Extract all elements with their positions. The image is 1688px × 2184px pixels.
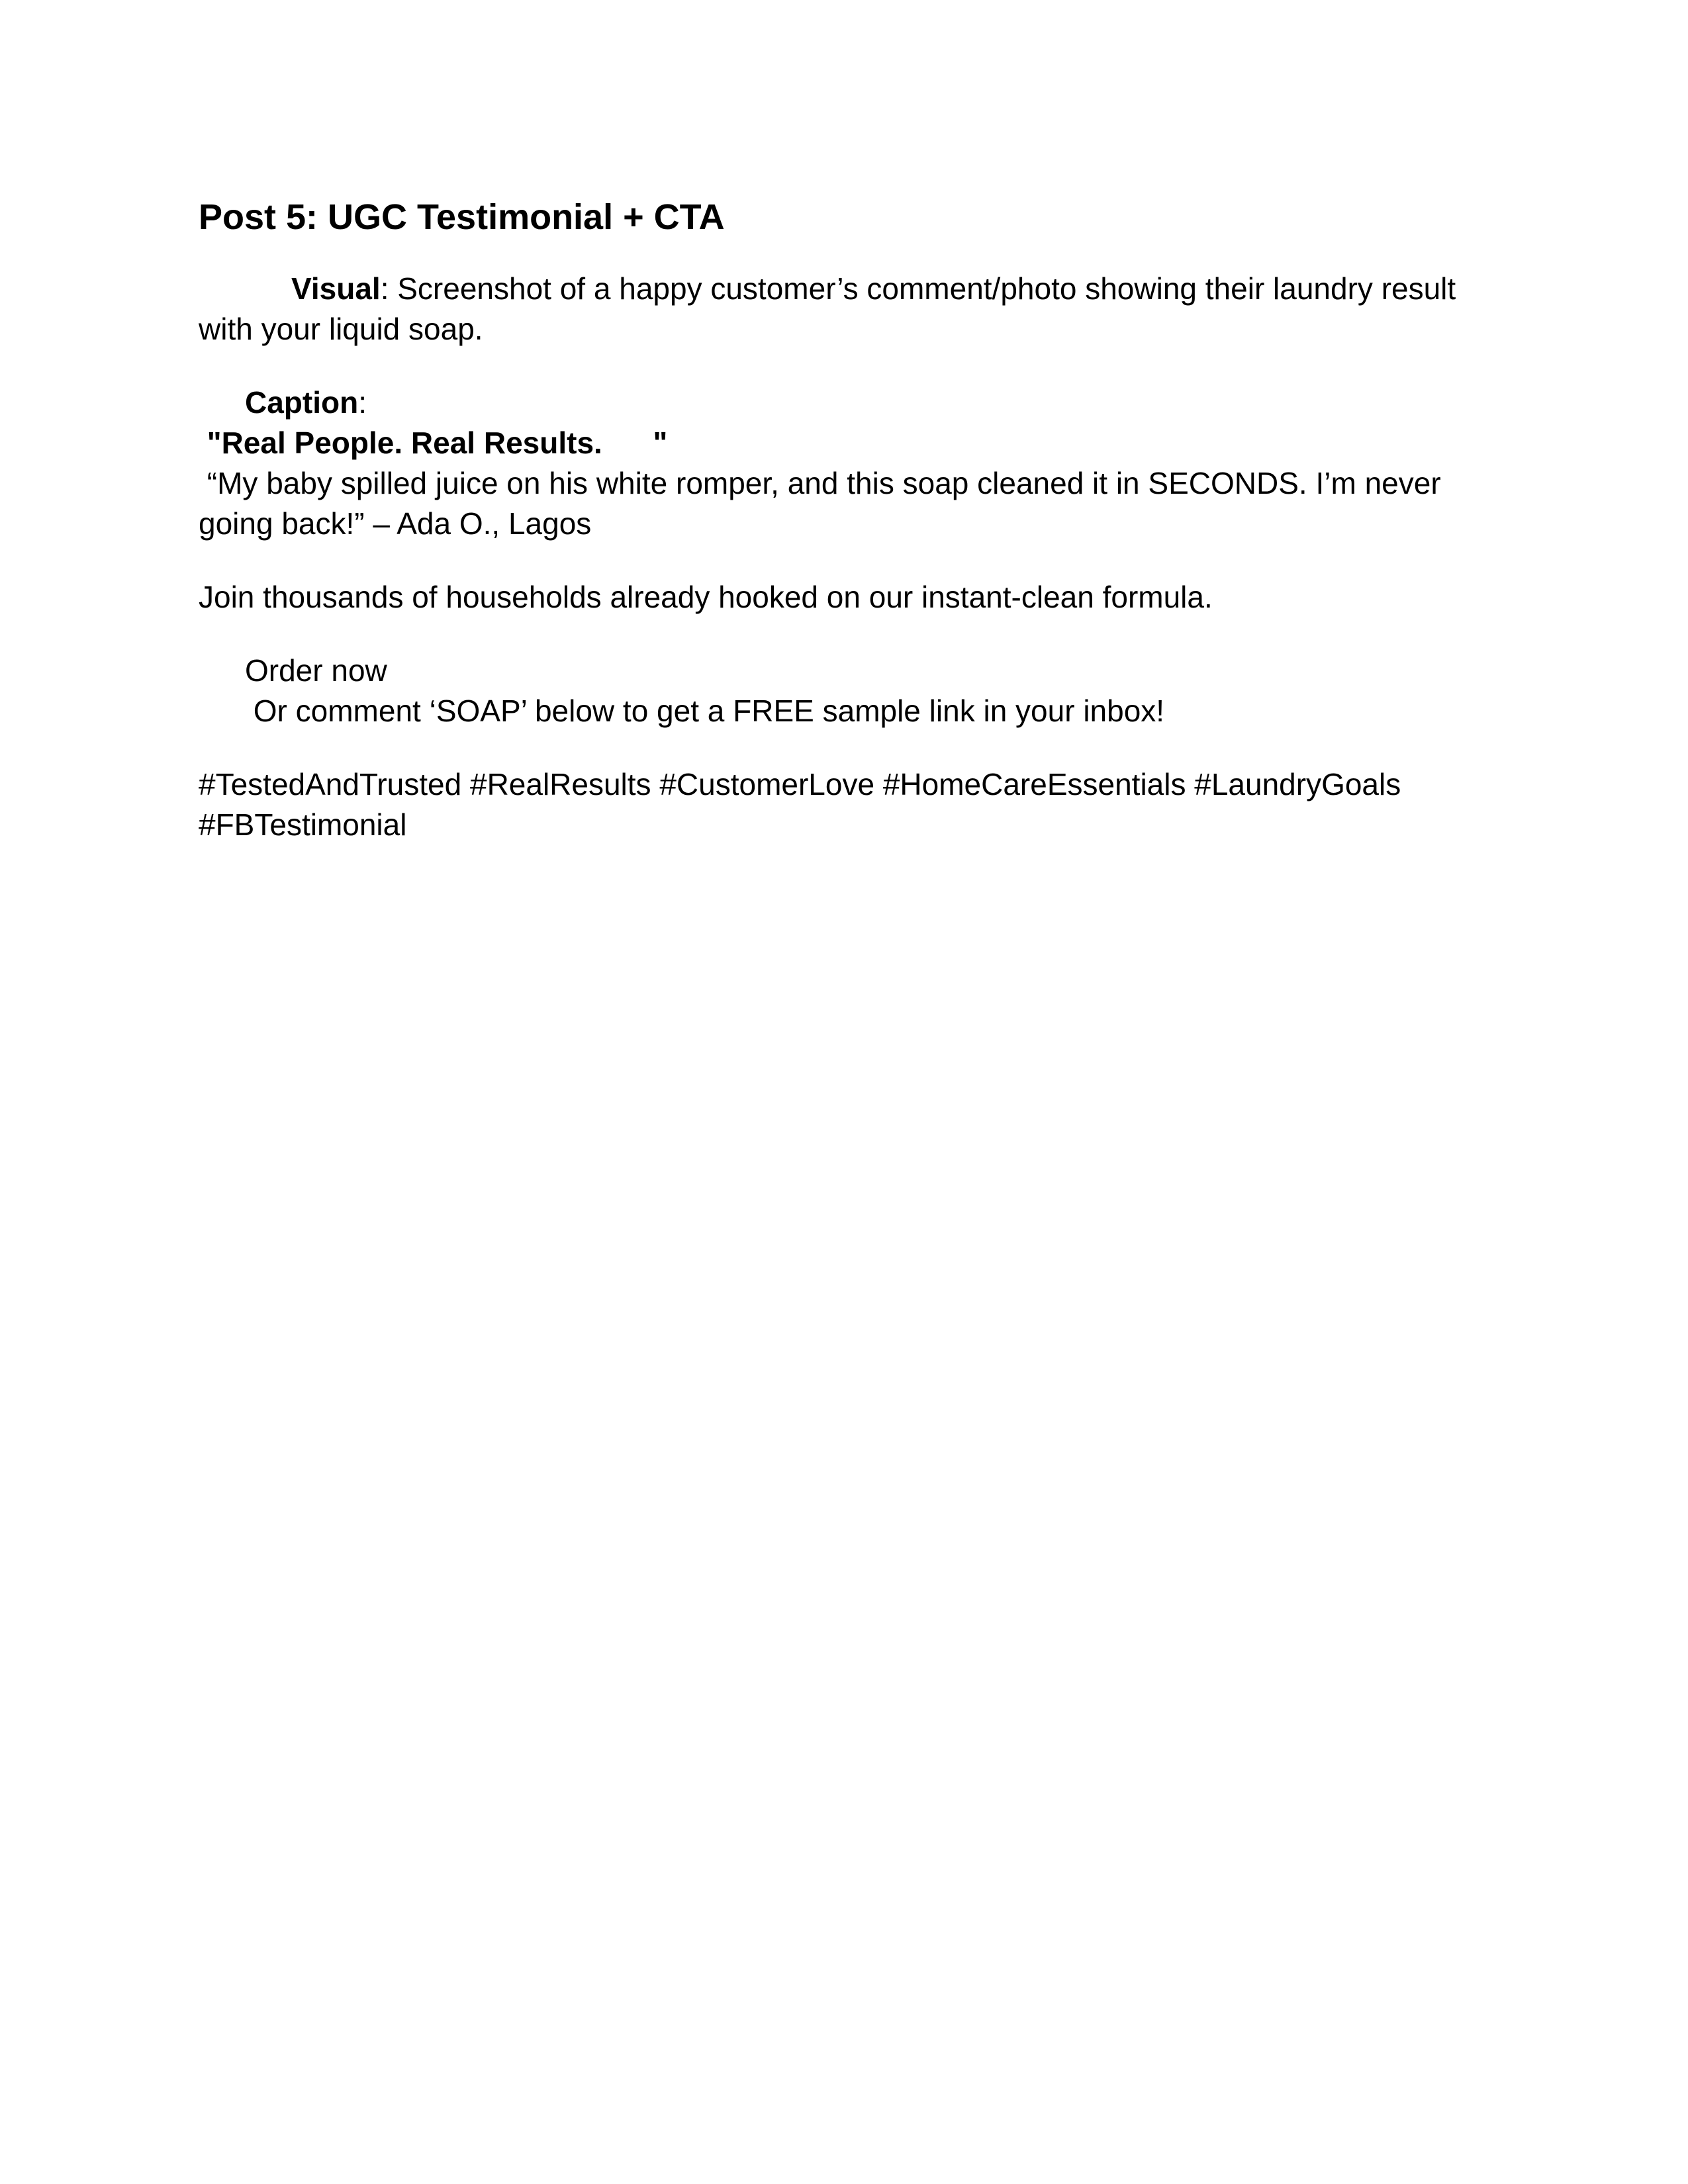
caption-headline: "Real People. Real Results. " <box>199 426 668 460</box>
visual-paragraph <box>199 269 1496 349</box>
post-title: Post 5: UGC Testimonial + CTA <box>199 197 725 237</box>
caption-block <box>199 383 1496 544</box>
testimonial-quote-line-1: “My baby spilled juice on his white romper, and this soap cleaned it in SECONDS. I’m never <box>199 466 1441 500</box>
testimonial-quote-line-2: going back!” – Ada O., Lagos <box>199 506 592 541</box>
comment-cta-text: Or comment ‘SOAP’ below to get a FREE sample link in your inbox! <box>245 694 1165 728</box>
join-paragraph: Join thousands of households already hooked on our instant-clean formula. <box>199 580 1213 614</box>
caption-label: Caption <box>245 385 359 420</box>
hashtags-block <box>199 764 1496 845</box>
cta-block <box>199 651 1496 731</box>
document-content <box>199 193 1496 878</box>
order-now-text: Order now <box>245 653 387 688</box>
caption-colon: : <box>358 385 367 420</box>
visual-label: Visual <box>291 271 381 306</box>
hashtags-line-1: #TestedAndTrusted #RealResults #CustomerLove #HomeCareEssentials #LaundryGoals <box>199 767 1401 801</box>
hashtags-line-2: #FBTestimonial <box>199 807 407 842</box>
visual-text: : Screenshot of a happy customer’s comment/photo showing their laundry result with your liquid soap. <box>199 271 1456 346</box>
